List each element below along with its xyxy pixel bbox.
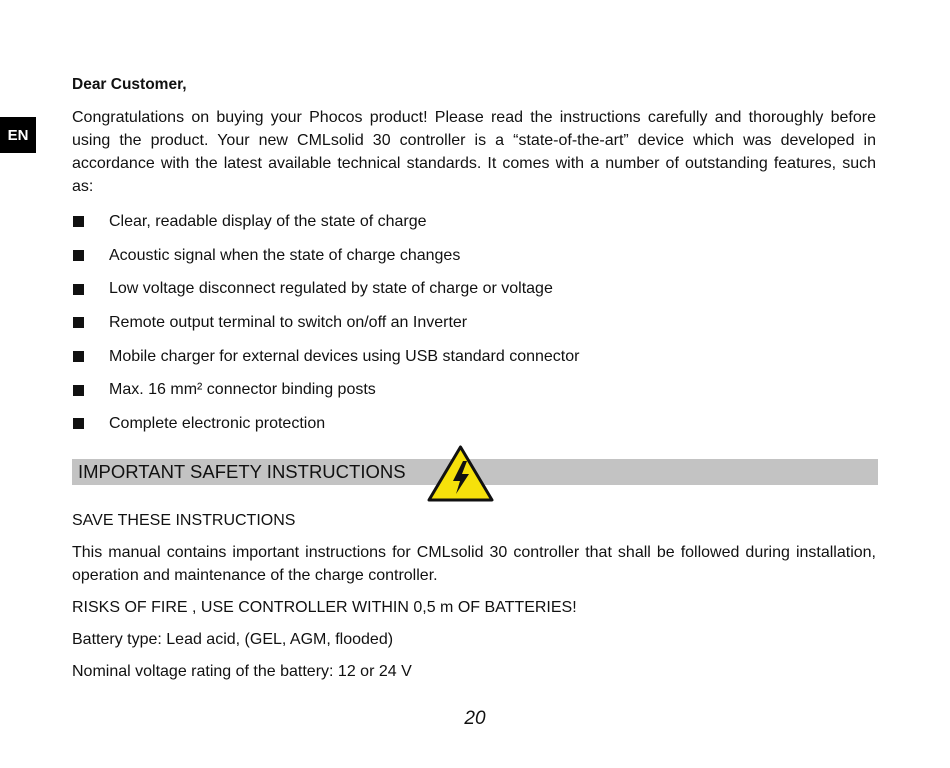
manual-paragraph: This manual contains important instructions for CMLsolid 30 controller that shall be followed during installation, operation and maintenance of the charge controller. (72, 543, 876, 584)
feature-text: Remote output terminal to switch on/off an Inverter (109, 313, 468, 331)
fire-risk-text: RISKS OF FIRE , USE CONTROLLER WITHIN 0,5 m OF BATTERIES! (72, 598, 577, 616)
bullet-square-icon (73, 317, 84, 328)
bullet-square-icon (73, 351, 84, 362)
feature-text: Low voltage disconnect regulated by state of charge or voltage (109, 280, 553, 298)
nominal-voltage-text: Nominal voltage rating of the battery: 12 or 24 V (72, 662, 412, 680)
intro-paragraph: Congratulations on buying your Phocos product! Please read the instructions carefully and thoroughly before using the product. Your new CMLsolid 30 controller is a “state-of-the-art” device which was developed in accordance with the latest available technical standards. It comes with a number of outstanding features, such as: (72, 109, 876, 195)
feature-list (72, 205, 876, 441)
feature-item (72, 340, 876, 374)
feature-item (72, 205, 876, 239)
greeting: Dear Customer, (72, 76, 187, 93)
feature-text: Mobile charger for external devices using USB standard connector (109, 347, 580, 365)
battery-type-text: Battery type: Lead acid, (GEL, AGM, flooded) (72, 630, 394, 648)
high-voltage-warning-icon (426, 444, 495, 504)
safety-heading: IMPORTANT SAFETY INSTRUCTIONS (78, 460, 406, 482)
page-content (72, 74, 876, 683)
feature-item (72, 239, 876, 273)
language-tab: EN (0, 117, 36, 153)
feature-item (72, 272, 876, 306)
feature-text: Complete electronic protection (109, 414, 326, 432)
bullet-square-icon (73, 250, 84, 261)
bullet-square-icon (73, 284, 84, 295)
feature-item (72, 373, 876, 407)
bullet-square-icon (73, 385, 84, 396)
bullet-square-icon (73, 418, 84, 429)
feature-item (72, 306, 876, 340)
feature-item (72, 407, 876, 441)
save-instructions-text: SAVE THESE INSTRUCTIONS (72, 511, 296, 529)
feature-text: Max. 16 mm² connector binding posts (109, 381, 376, 399)
feature-text: Clear, readable display of the state of charge (109, 212, 427, 230)
feature-text: Acoustic signal when the state of charge changes (109, 246, 461, 264)
page-number: 20 (464, 708, 486, 729)
bullet-square-icon (73, 216, 84, 227)
safety-heading-banner (72, 459, 878, 485)
